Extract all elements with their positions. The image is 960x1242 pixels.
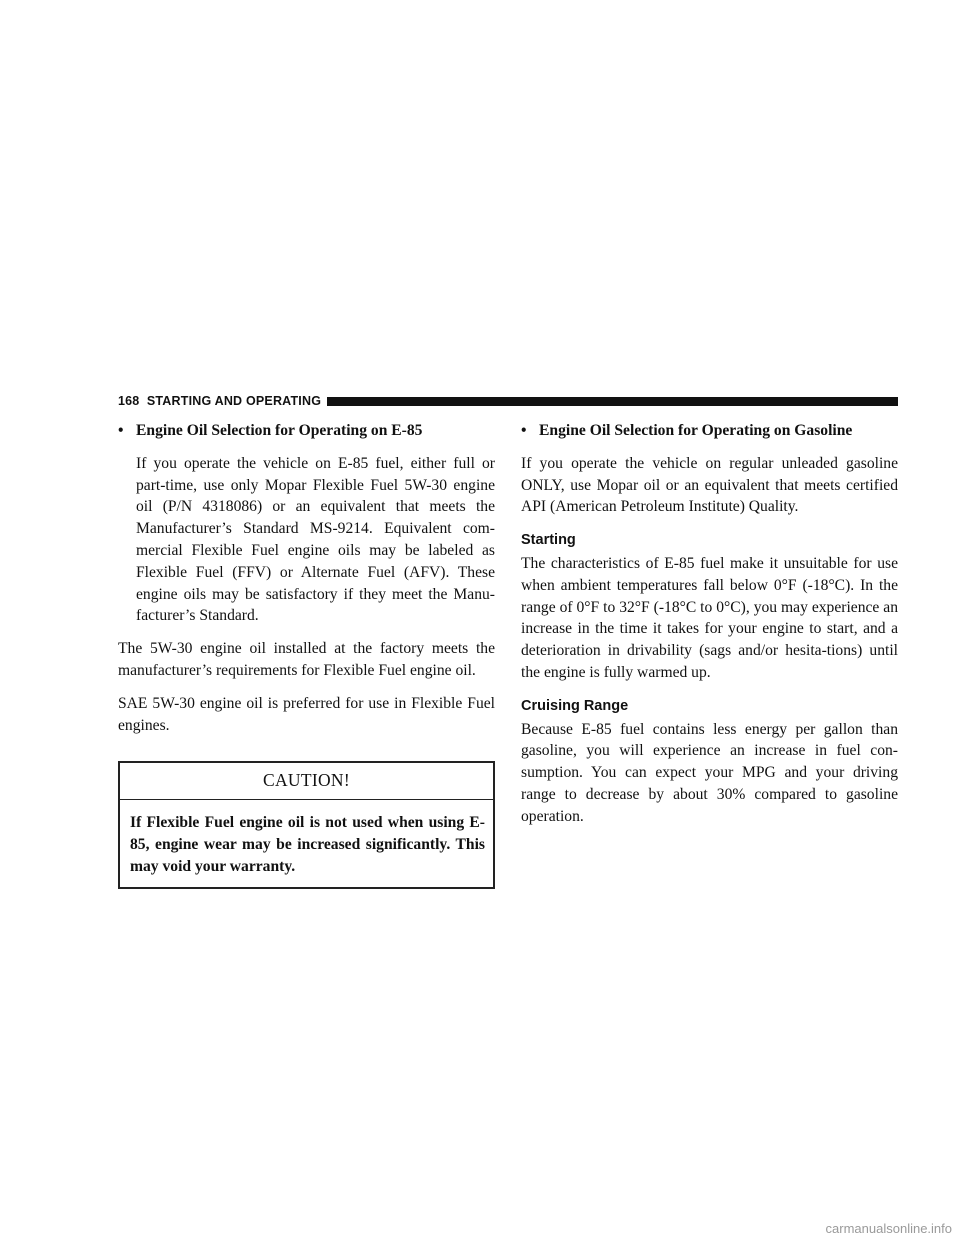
bullet-heading-e85 [118,420,495,442]
header-rule [327,397,898,406]
starting-heading: Starting [521,532,576,549]
bullet-icon: • [521,422,527,439]
watermark: carmanualsonline.info [825,1221,952,1236]
page-header-text [118,394,321,408]
starting-paragraph: The characteristics of E-85 fuel make it unsuitable for use when ambient temperatures fall below 0°F (-18°C). In the range of 0°F to 32°F (-18°C to 0°C), you may experience an increase in the time it takes for your engine to start, and a deterioration in drivability (sags and/or hesita-tions) until the engine is fully warmed up. [521,554,898,681]
caution-title: CAUTION! [120,763,493,800]
bullet-title: Engine Oil Selection for Operating on Gasoline [539,422,853,439]
cruising-range-heading: Cruising Range [521,697,629,714]
e85-oil-paragraph: If you operate the vehicle on E-85 fuel, either full or part-time, use only Mopar Flexible Fuel 5W-30 engine oil (P/N 4318086) or an equivalent that meets the Manufacturer’s Standard MS-9214. Equivalent com-mercial Flexible Fuel engine oils may be labeled as Flexible Fuel (FFV) or Alternate Fuel (AFV). These engine oils may be satisfactory if they meet the Manu-facturer’s Standard. [136,454,495,625]
factory-oil-paragraph: The 5W-30 engine oil installed at the factory meets the manufacturer’s requirements for Flexible Fuel engine oil. [118,640,495,679]
caution-box [118,761,495,888]
bullet-heading-gasoline [521,420,898,442]
gasoline-oil-paragraph: If you operate the vehicle on regular unleaded gasoline ONLY, use Mopar oil or an equivalent that meets certified API (American Petroleum Institute) Quality. [521,454,898,516]
bullet-title: Engine Oil Selection for Operating on E-85 [136,422,423,439]
section-title: STARTING AND OPERATING [146,394,322,408]
cruising-range-paragraph: Because E-85 fuel contains less energy per gallon than gasoline, you will experience an increase in fuel con-sumption. You can expect your MPG and your driving range to decrease by about 30% compared to gasoline operation. [521,720,898,825]
page-number: 168 [118,394,140,408]
bullet-icon: • [118,422,124,439]
left-column [118,420,495,889]
sae-oil-paragraph: SAE 5W-30 engine oil is preferred for use in Flexible Fuel engines. [118,694,495,734]
page-header [118,392,898,410]
right-column [521,420,898,828]
caution-text: If Flexible Fuel engine oil is not used when using E-85, engine wear may be increased significantly. This may void your warranty. [130,814,485,875]
